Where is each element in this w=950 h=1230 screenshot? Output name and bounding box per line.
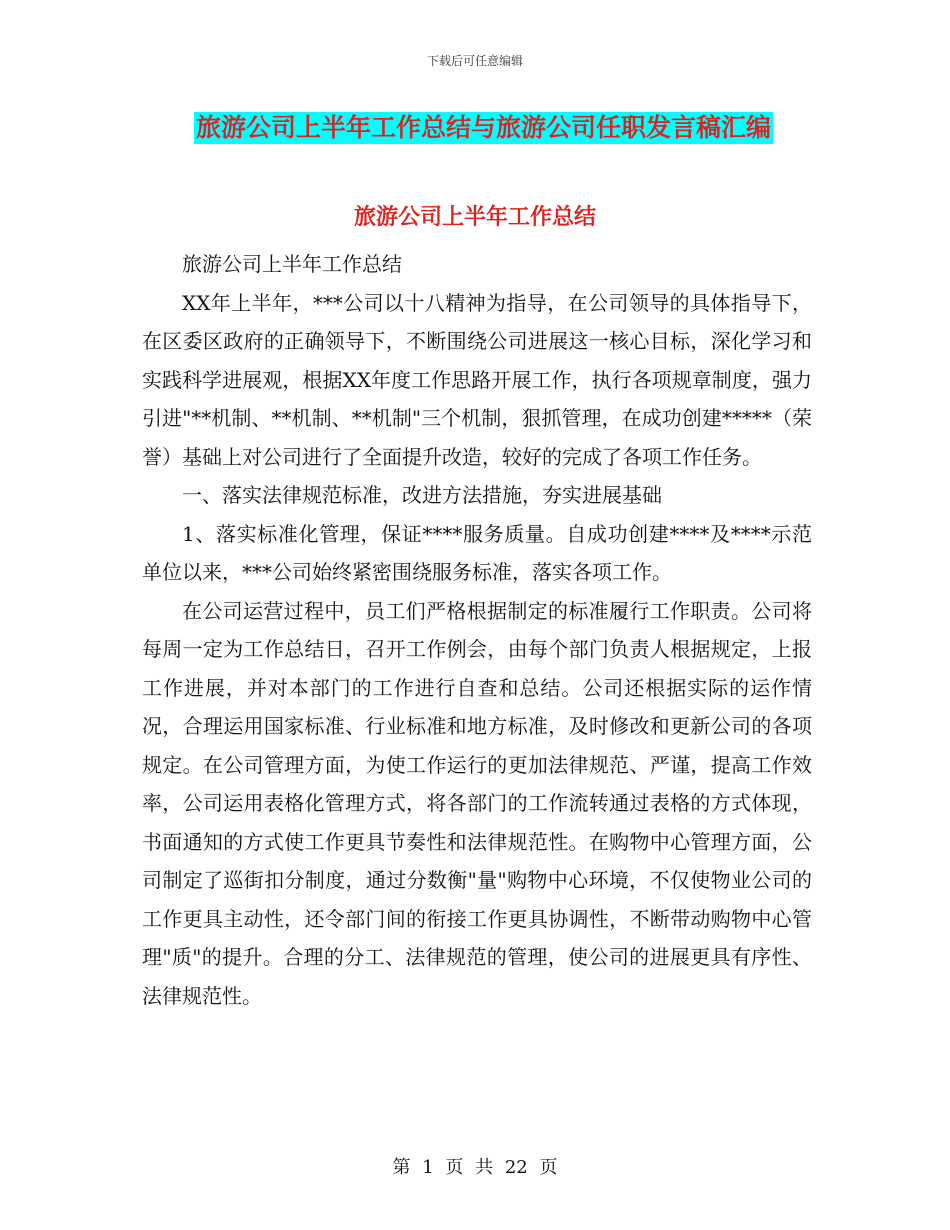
header-note: 下载后可任意编辑 [426,54,523,68]
paragraph-item-one: 1、落实标准化管理，保证****服务质量。自成功创建****及****示范单位以来，***公司始终紧密围绕服务标准，落实各项工作。 [142,521,812,584]
paragraph-section-one: 一、落实法律规范标准，改进方法措施，夯实进展基础 [182,483,662,507]
paragraph-operations: 在公司运营过程中，员工们严格根据制定的标准履行工作职责。公司将每周一定为工作总结日，召开工作例会，由每个部门负责人根据规定，上报工作进展，并对本部门的工作进行自查和总结。公司还根据实际的运作情况，合理运用国家标准、行业标准和地方标准，及时修改和更新公司的各项规定。在公司管理方面，为使工作运行的更加法律规范、严谨，提高工作效率，公司运用表格化管理方式，将各部门的工作流转通过表格的方式体现，书面通知的方式使工作更具节奏性和法律规范性。在购物中心管理方面，公司制定了巡街扣分制度，通过分数衡"量"购物中心环境，不仅使物业公司的工作更具主动性，还令部门间的衔接工作更具协调性，不断带动购物中心管理"质"的提升。合理的分工、法律规范的管理，使公司的进展更具有序性、法律规范性。 [142,598,812,1008]
page-footer: 第 1 页 共 22 页 [392,1157,558,1178]
paragraph-intro: XX年上半年，***公司以十八精神为指导，在公司领导的具体指导下，在区委区政府的正确领导下，不断围绕公司进展这一核心目标，深化学习和实践科学进展观，根据XX年度工作思路开展工作，执行各项规章制度，强力引进"**机制、**机制、**机制"三个机制，狠抓管理，在成功创建*****（荣誉）基础上对公司进行了全面提升改造，较好的完成了各项工作任务。 [142,290,812,469]
document-title: 旅游公司上半年工作总结与旅游公司任职发言稿汇编 [196,113,772,142]
paragraph-heading: 旅游公司上半年工作总结 [182,252,402,276]
section-title: 旅游公司上半年工作总结 [353,205,596,230]
body-text [142,245,812,1015]
